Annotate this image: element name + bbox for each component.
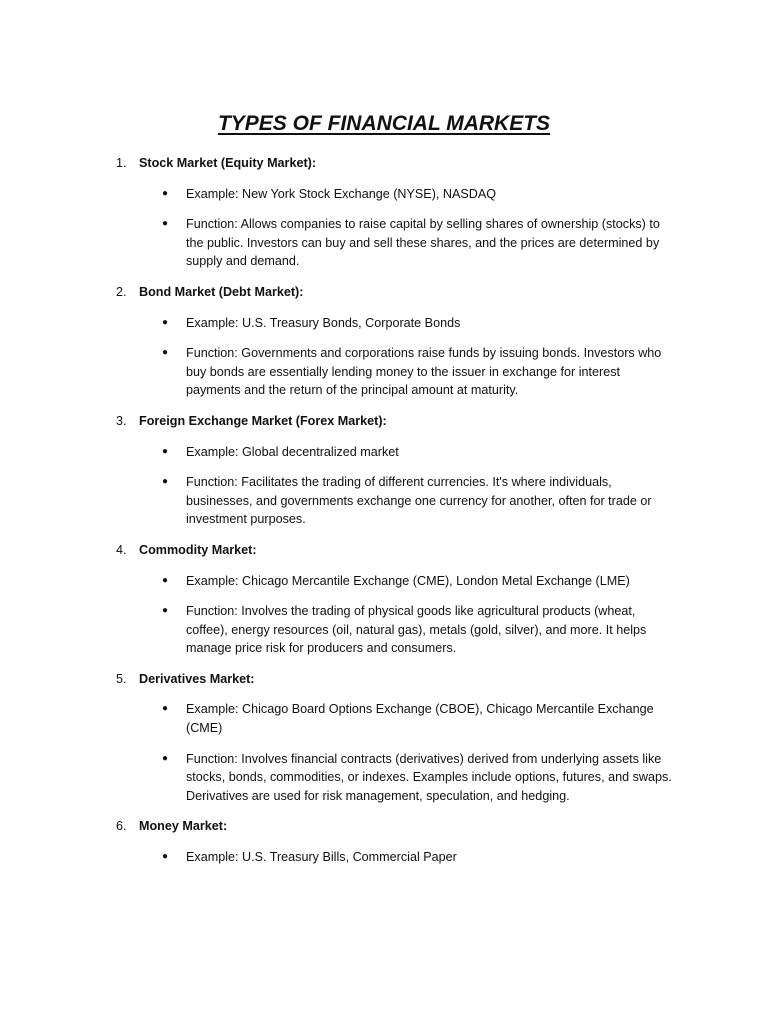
section-number: 6. [116, 819, 127, 834]
bullet-dot-icon: ● [162, 574, 169, 586]
bullet-list [0, 185, 768, 271]
section-stock-market [0, 154, 768, 271]
bullet-example [0, 848, 768, 867]
bullet-text: Example: Chicago Board Options Exchange (CBOE), Chicago Mercantile Exchange (CME) [186, 702, 654, 736]
section-header [0, 154, 768, 173]
section-header [0, 283, 768, 302]
bullet-list [0, 314, 768, 400]
bullet-function [0, 344, 768, 400]
section-header [0, 817, 768, 836]
section-heading: Money Market: [139, 819, 228, 834]
section-bond-market [0, 283, 768, 400]
section-header [0, 541, 768, 560]
section-number: 4. [116, 542, 127, 557]
bullet-dot-icon: ● [162, 605, 169, 617]
bullet-text: Example: Global decentralized market [186, 444, 399, 459]
bullet-example [0, 572, 768, 591]
bullet-text: Function: Governments and corporations raise funds by issuing bonds. Investors who buy bonds are essentially lending money to the issuer in exchange for interest payments and the return of the principal amount at maturity. [186, 346, 662, 398]
section-number: 2. [116, 284, 127, 299]
bullet-function [0, 473, 768, 529]
section-heading: Stock Market (Equity Market): [139, 156, 317, 170]
bullet-list [0, 572, 768, 658]
section-number: 1. [116, 156, 127, 170]
bullet-example [0, 314, 768, 333]
section-header [0, 412, 768, 431]
bullet-dot-icon: ● [162, 752, 169, 764]
bullet-text: Example: New York Stock Exchange (NYSE), NASDAQ [186, 186, 497, 201]
bullet-dot-icon: ● [162, 851, 169, 863]
section-forex-market [0, 412, 768, 529]
bullet-dot-icon: ● [162, 187, 169, 199]
section-number: 3. [116, 413, 127, 428]
bullet-dot-icon: ● [162, 347, 169, 359]
bullet-example [0, 700, 768, 737]
section-heading: Bond Market (Debt Market): [139, 284, 304, 299]
bullet-text: Function: Involves the trading of physical goods like agricultural products (wheat, coffee), energy resources (oil, natural gas), metals (gold, silver), and more. It helps manage price risk for producers and consumers. [186, 604, 647, 656]
section-heading: Derivatives Market: [139, 671, 255, 686]
bullet-example [0, 185, 768, 204]
section-derivatives-market [0, 670, 768, 806]
bullet-text: Function: Involves financial contracts (derivatives) derived from underlying assets like stocks, bonds, commodities, or indexes. Examples include options, futures, and swaps. Derivatives are used for risk management, speculation, and hedging. [186, 751, 672, 803]
bullet-dot-icon: ● [162, 476, 169, 488]
bullet-list [0, 700, 768, 805]
section-heading: Foreign Exchange Market (Forex Market): [139, 413, 387, 428]
section-commodity-market [0, 541, 768, 658]
market-list [0, 154, 768, 879]
section-heading: Commodity Market: [139, 542, 257, 557]
bullet-list [0, 443, 768, 529]
bullet-text: Function: Allows companies to raise capital by selling shares of ownership (stocks) to the public. Investors can buy and sell these shares, and the prices are determined by supply and demand. [186, 217, 660, 269]
bullet-dot-icon: ● [162, 316, 169, 328]
bullet-list [0, 848, 768, 867]
section-number: 5. [116, 671, 127, 686]
bullet-text: Function: Facilitates the trading of different currencies. It's where individuals, businesses, and governments exchange one currency for another, often for trade or investment purposes. [186, 475, 652, 527]
section-header [0, 670, 768, 689]
bullet-function [0, 215, 768, 271]
section-money-market [0, 817, 768, 866]
bullet-text: Example: Chicago Mercantile Exchange (CME), London Metal Exchange (LME) [186, 573, 630, 588]
bullet-text: Example: U.S. Treasury Bonds, Corporate Bonds [186, 315, 461, 330]
bullet-dot-icon: ● [162, 218, 169, 230]
document-title: TYPES OF FINANCIAL MARKETS [217, 112, 551, 135]
bullet-example [0, 443, 768, 462]
bullet-dot-icon: ● [162, 703, 169, 715]
bullet-dot-icon: ● [162, 445, 169, 457]
bullet-text: Example: U.S. Treasury Bills, Commercial Paper [186, 850, 457, 865]
bullet-function [0, 750, 768, 806]
bullet-function [0, 602, 768, 658]
